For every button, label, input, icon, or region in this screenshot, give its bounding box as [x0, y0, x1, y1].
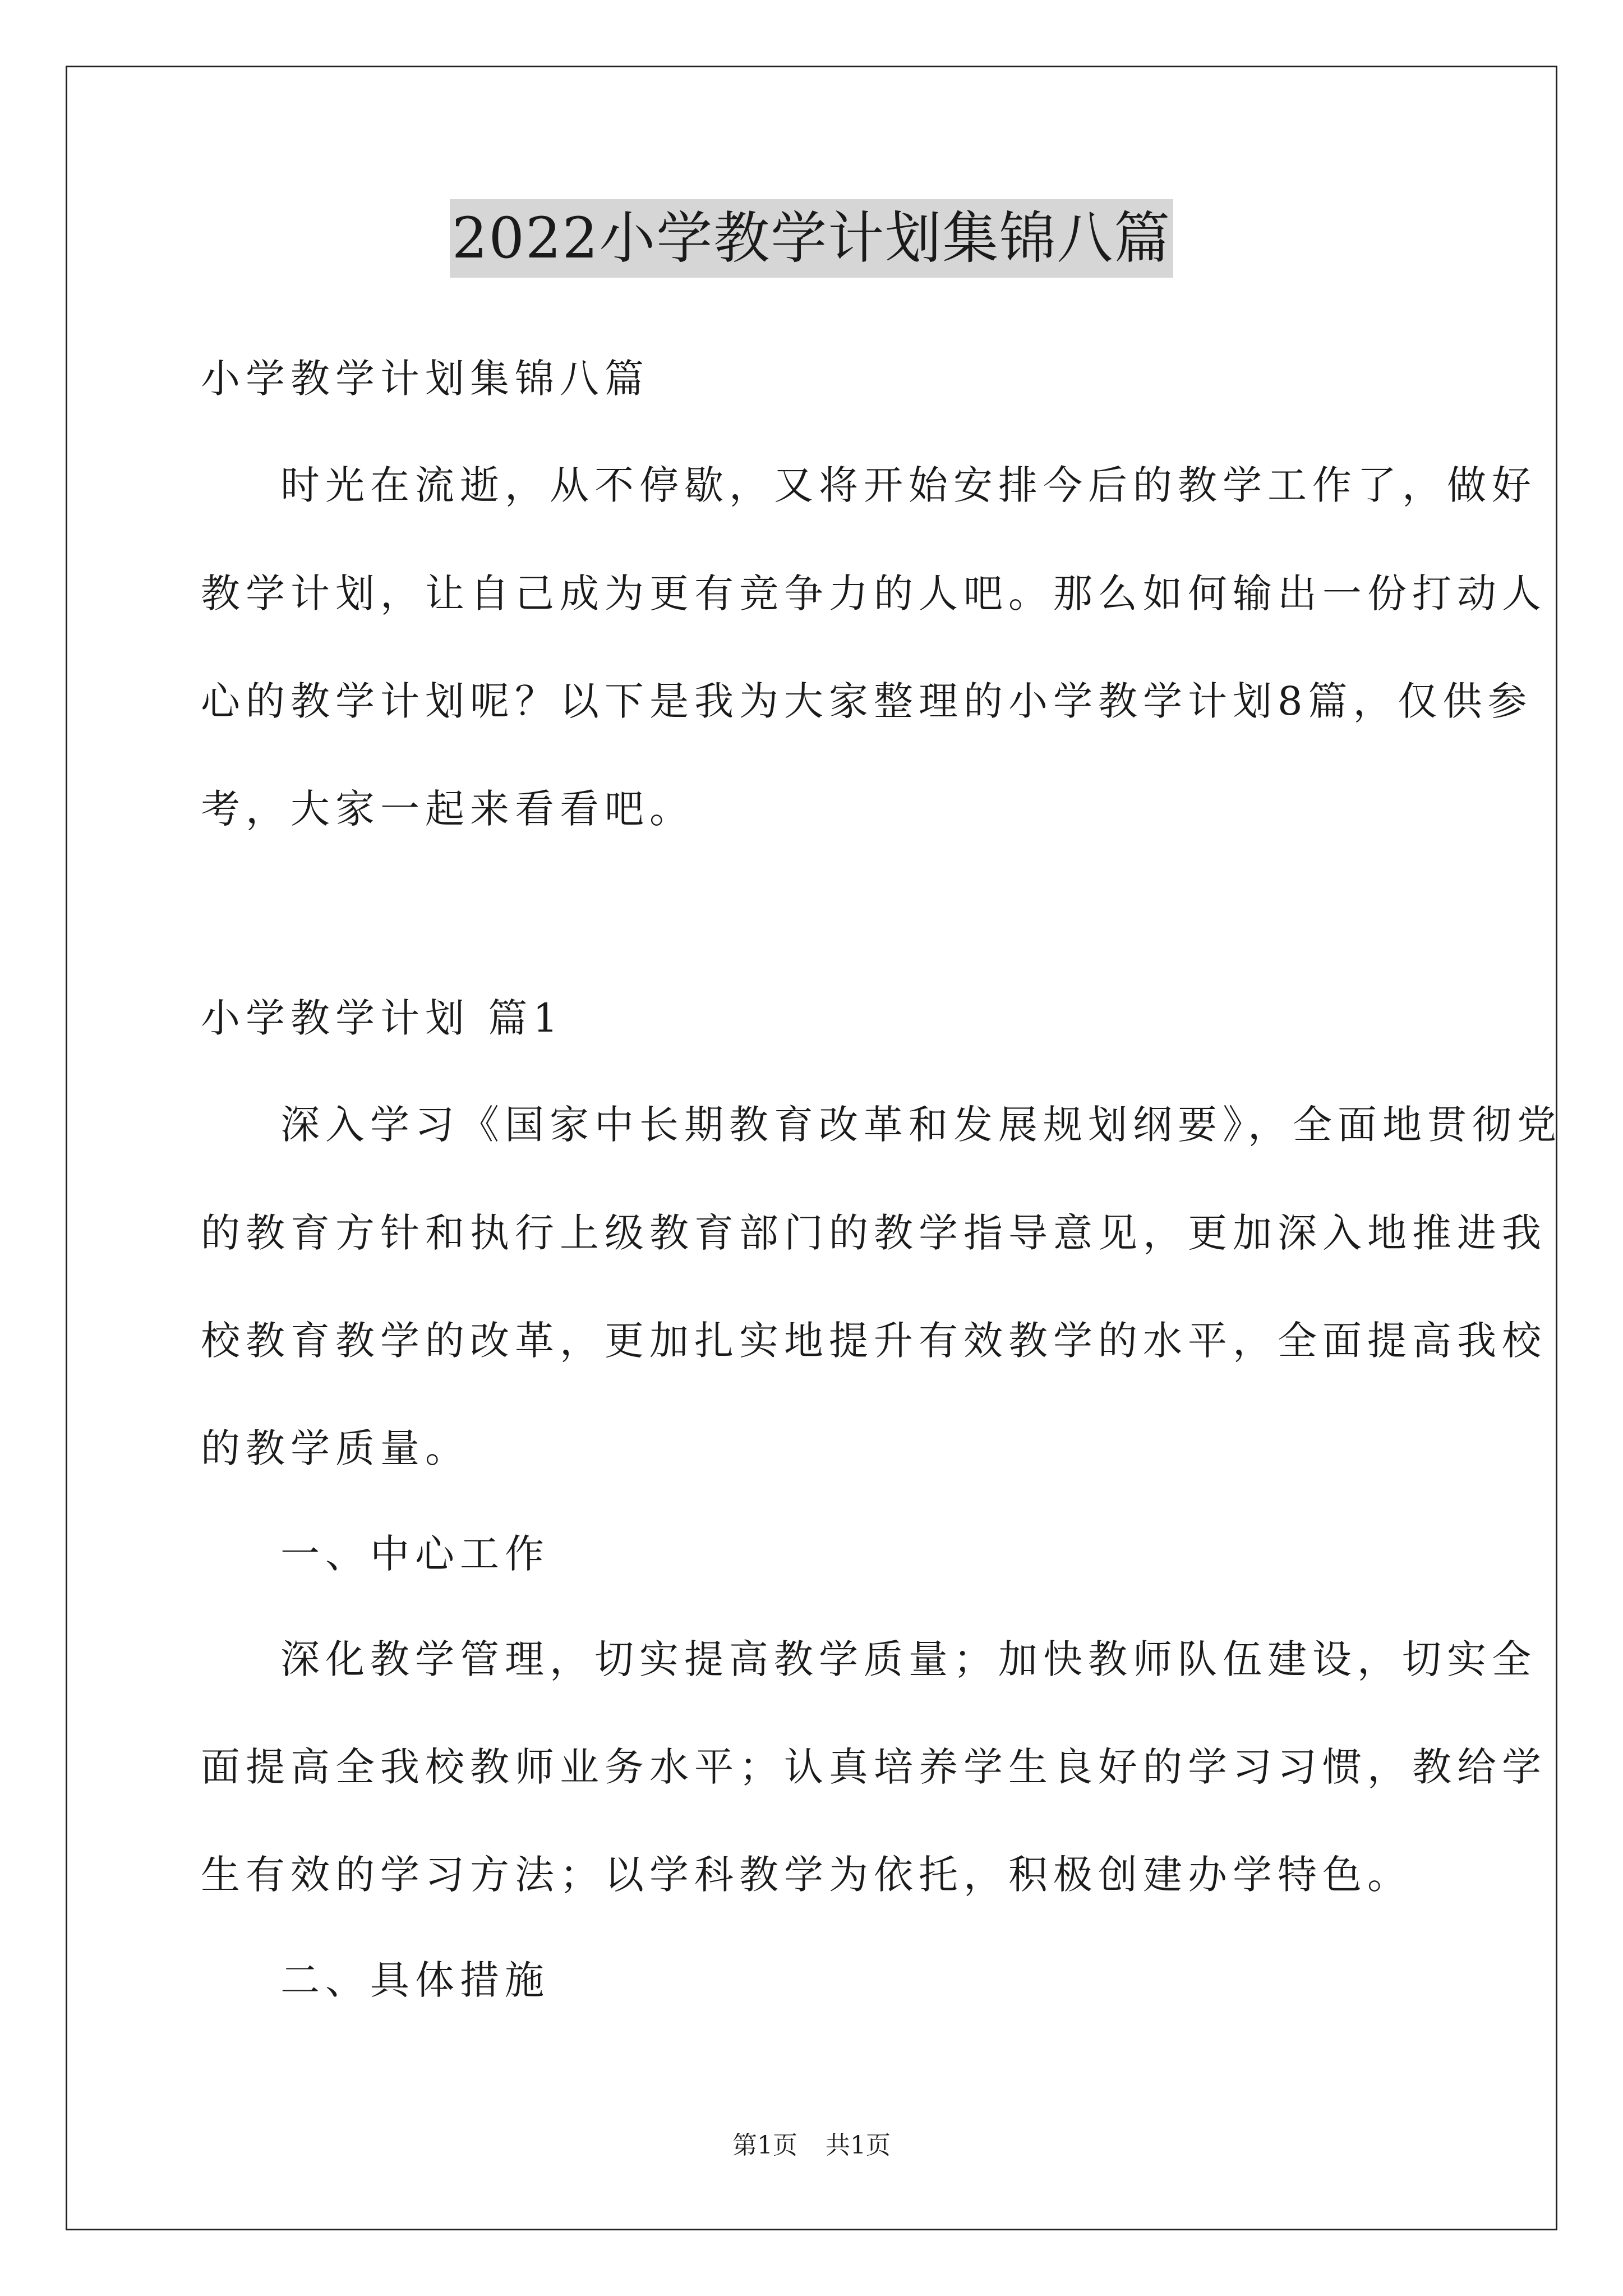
subtitle-line: 小学教学计划集锦八篇 [201, 356, 649, 402]
paragraph-line: 面提高全我校教师业务水平；认真培养学生良好的学习习惯，教给学 [201, 1744, 1547, 1790]
page-number-total: 共1页 [826, 2131, 891, 2160]
paragraph-line: 的教学质量。 [201, 1425, 470, 1471]
paragraph-line: 时光在流逝，从不停歇，又将开始安排今后的教学工作了，做好 [280, 462, 1537, 508]
paragraph-line: 心的教学计划呢？以下是我为大家整理的小学教学计划8篇，仅供参 [201, 678, 1533, 724]
paragraph-line: 生有效的学习方法；以学科教学为依托，积极创建办学特色。 [201, 1852, 1412, 1898]
paragraph-line: 的教育方针和执行上级教育部门的教学指导意见，更加深入地推进我 [201, 1210, 1547, 1256]
paragraph-line: 教学计划，让自己成为更有竞争力的人吧。那么如何输出一份打动人 [201, 570, 1547, 616]
paragraph-line: 考，大家一起来看看吧。 [201, 786, 694, 832]
page-number-current: 第1页 [732, 2131, 797, 2160]
subsection-heading: 一、中心工作 [280, 1531, 550, 1577]
title-container [0, 199, 1623, 278]
paragraph-line: 深入学习《国家中长期教育改革和发展规划纲要》，全面地贯彻党 [280, 1102, 1562, 1148]
subsection-heading: 二、具体措施 [280, 1957, 550, 2003]
paragraph-line: 深化教学管理，切实提高教学质量；加快教师队伍建设，切实全 [280, 1636, 1537, 1682]
section-heading: 小学教学计划 篇1 [201, 995, 564, 1041]
paragraph-line: 校教育教学的改革，更加扎实地提升有效教学的水平，全面提高我校 [201, 1318, 1547, 1364]
page-footer [0, 2129, 1623, 2162]
document-title: 2022小学教学计划集锦八篇 [450, 199, 1174, 278]
